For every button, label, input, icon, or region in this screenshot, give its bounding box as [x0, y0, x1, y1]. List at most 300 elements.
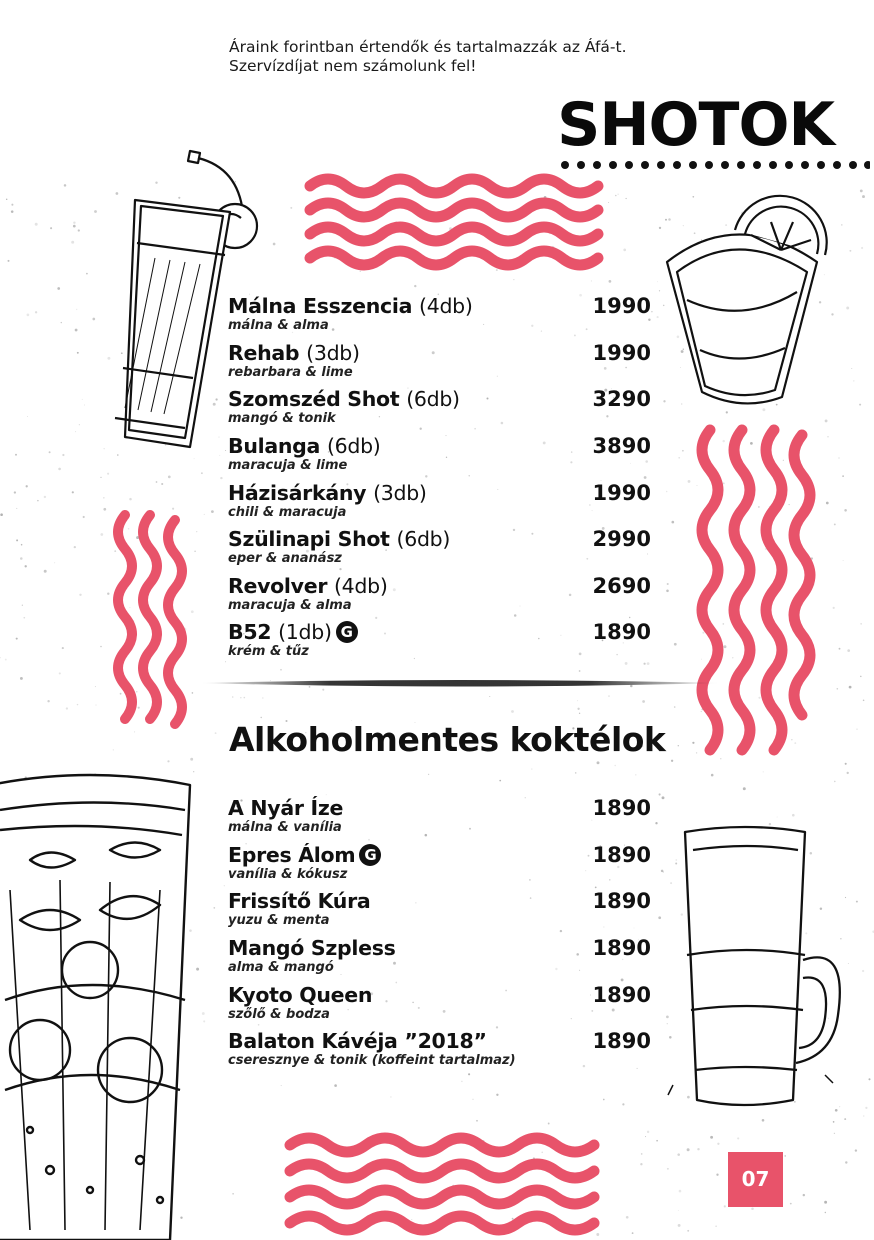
speckle-dot [579, 713, 580, 714]
speckle-dot [161, 483, 163, 485]
speckle-dot [853, 380, 854, 381]
speckle-dot [575, 772, 577, 774]
speckle-dot [659, 793, 661, 795]
speckle-dot [59, 672, 61, 674]
speckle-dot [591, 280, 592, 281]
speckle-dot [678, 745, 679, 746]
speckle-dot [86, 273, 88, 275]
gluten-badge-icon: G [359, 844, 381, 866]
speckle-dot [26, 485, 28, 487]
speckle-dot [844, 509, 847, 512]
speckle-dot [190, 758, 193, 761]
speckle-dot [49, 451, 51, 453]
speckle-dot [667, 1168, 669, 1170]
speckle-dot [845, 897, 846, 898]
item-price: 1990 [592, 481, 651, 505]
speckle-dot [842, 475, 844, 477]
speckle-dot [848, 963, 849, 964]
speckle-dot [428, 774, 429, 775]
speckle-dot [674, 706, 676, 708]
speckle-dot [219, 455, 220, 456]
speckle-dot [838, 457, 839, 458]
item-price: 2690 [592, 574, 651, 598]
speckle-dot [833, 1121, 835, 1123]
speckle-dot [23, 617, 25, 619]
speckle-dot [632, 1232, 634, 1234]
speckle-dot [168, 476, 171, 479]
speckle-dot [204, 514, 205, 515]
speckle-dot [273, 243, 276, 246]
speckle-dot [75, 431, 76, 432]
speckle-dot [211, 510, 214, 513]
item-quantity: (6db) [326, 434, 381, 458]
speckle-dot [844, 1118, 846, 1120]
speckle-dot [84, 404, 85, 405]
speckle-dot [697, 1148, 699, 1150]
item-price: 3290 [592, 387, 651, 411]
speckle-dot [656, 1140, 658, 1142]
item-description: krém & tűz [228, 644, 309, 659]
speckle-dot [863, 1116, 864, 1117]
speckle-dot [201, 472, 203, 474]
item-name: A Nyár Íze [228, 796, 344, 820]
speckle-dot [641, 1153, 643, 1155]
menu-item [228, 527, 653, 571]
item-quantity: (3db) [373, 481, 427, 505]
speckle-dot [865, 1107, 867, 1109]
speckle-dot [496, 1094, 498, 1096]
speckle-dot [73, 225, 76, 228]
speckle-dot [16, 539, 18, 541]
speckle-dot [100, 477, 101, 478]
speckle-dot [834, 523, 836, 525]
wave-decoration-bottom [285, 1135, 610, 1235]
menu-item [228, 843, 653, 887]
item-description: szőlő & bodza [228, 1007, 330, 1022]
speckle-dot [58, 468, 61, 471]
speckle-dot [862, 195, 865, 198]
speckle-dot [79, 594, 81, 596]
speckle-dot [20, 677, 23, 680]
speckle-dot [220, 477, 222, 479]
item-name: Epres Álom [228, 843, 356, 867]
item-name-line [228, 387, 653, 411]
speckle-dot [82, 399, 83, 400]
item-quantity: (6db) [406, 387, 460, 411]
wave-decoration-right [690, 425, 810, 765]
item-quantity: (4db) [419, 294, 473, 318]
speckle-dot [577, 700, 578, 701]
menu-item [228, 889, 653, 933]
speckle-dot [577, 708, 579, 710]
page-number: 07 [728, 1152, 783, 1207]
speckle-dot [784, 1155, 786, 1157]
item-price: 2990 [592, 527, 651, 551]
item-name: Balaton Kávéja ”2018” [228, 1029, 487, 1053]
speckle-dot [322, 689, 324, 691]
speckle-dot [104, 448, 105, 449]
speckle-dot [849, 250, 851, 252]
mojito-glass-illustration [0, 770, 205, 1240]
speckle-dot [678, 457, 680, 459]
speckle-dot [167, 760, 169, 762]
item-price: 1890 [592, 843, 651, 867]
wave-decoration-top [305, 178, 610, 273]
price-note [229, 38, 627, 76]
item-description: alma & mangó [228, 960, 334, 975]
speckle-dot [666, 590, 669, 593]
speckle-dot [232, 1193, 234, 1195]
speckle-dot [674, 643, 677, 646]
speckle-dot [77, 352, 79, 354]
speckle-dot [11, 210, 14, 213]
speckle-dot [61, 322, 62, 323]
speckle-dot [79, 424, 80, 425]
speckle-dot [777, 817, 778, 818]
speckle-dot [244, 697, 246, 699]
speckle-dot [640, 1163, 642, 1165]
menu-item [228, 796, 653, 840]
item-name-line [228, 294, 653, 318]
speckle-dot [603, 1099, 605, 1101]
speckle-dot [27, 416, 28, 417]
item-description: chili & maracuja [228, 505, 347, 520]
speckle-dot [47, 700, 49, 702]
item-name: B52 [228, 620, 272, 644]
menu-item [228, 1029, 653, 1073]
speckle-dot [825, 1212, 826, 1213]
speckle-dot [679, 1190, 682, 1193]
item-name: Rehab [228, 341, 300, 365]
speckle-dot [281, 1085, 282, 1086]
shot-glass-lemon-illustration [655, 190, 835, 400]
speckle-dot [763, 771, 764, 772]
item-name: Mangó Szpless [228, 936, 396, 960]
speckle-dot [724, 1205, 726, 1207]
speckle-dot [224, 885, 225, 886]
speckle-dot [790, 1203, 792, 1205]
speckle-dot [0, 657, 1, 659]
speckle-dot [192, 692, 194, 694]
speckle-dot [625, 198, 626, 199]
item-price: 1990 [592, 341, 651, 365]
speckle-dot [22, 605, 23, 606]
speckle-dot [107, 473, 109, 475]
page-title: SHOTOK [557, 90, 834, 160]
speckle-dot [74, 546, 76, 548]
speckle-dot [868, 1078, 870, 1080]
speckle-dot [840, 938, 841, 939]
speckle-dot [57, 287, 60, 290]
speckle-dot [473, 1099, 474, 1100]
item-name: Bulanga [228, 434, 321, 458]
speckle-dot [851, 368, 852, 369]
speckle-dot [72, 491, 74, 493]
speckle-dot [5, 659, 7, 661]
item-name-line [228, 574, 653, 598]
section-divider [200, 678, 720, 688]
speckle-dot [687, 1230, 689, 1232]
item-price: 1990 [592, 294, 651, 318]
menu-item [228, 434, 653, 478]
item-description: málna & alma [228, 318, 329, 333]
speckle-dot [96, 705, 97, 706]
speckle-dot [737, 1137, 739, 1139]
item-quantity: (6db) [396, 527, 451, 551]
item-name: Málna Esszencia [228, 294, 413, 318]
speckle-dot [717, 1143, 719, 1145]
speckle-dot [826, 502, 829, 505]
speckle-dot [678, 1224, 681, 1227]
speckle-dot [642, 700, 645, 703]
speckle-dot [825, 419, 828, 422]
speckle-dot [856, 728, 857, 729]
speckle-dot [71, 241, 74, 244]
speckle-dot [95, 686, 96, 687]
item-quantity: (1db) [278, 620, 332, 644]
speckle-dot [843, 560, 844, 561]
speckle-dot [44, 570, 47, 573]
speckle-dot [645, 1136, 646, 1137]
speckle-dot [847, 772, 849, 774]
speckle-dot [213, 907, 215, 909]
speckle-dot [671, 521, 674, 524]
speckle-dot [597, 761, 600, 764]
speckle-dot [687, 1148, 690, 1151]
speckle-dot [215, 732, 217, 734]
menu-item [228, 983, 653, 1027]
speckle-dot [847, 649, 850, 652]
speckle-dot [16, 508, 17, 509]
speckle-dot [54, 562, 55, 563]
speckle-dot [623, 249, 626, 252]
speckle-dot [860, 190, 863, 193]
item-name: Kyoto Queen [228, 983, 373, 1007]
speckle-dot [837, 688, 839, 690]
speckle-dot [62, 647, 64, 649]
speckle-dot [489, 696, 490, 697]
speckle-dot [859, 404, 861, 406]
speckle-dot [511, 710, 514, 713]
price-note-line-1: Áraink forintban értendők és tartalmazzák az Áfá-t. [229, 38, 627, 56]
speckle-dot [776, 404, 778, 406]
menu-item [228, 936, 653, 980]
speckle-dot [711, 774, 714, 777]
speckle-dot [232, 696, 233, 697]
item-name: Szülinapi Shot [228, 527, 390, 551]
gluten-badge-icon: G [336, 621, 358, 643]
speckle-dot [614, 765, 616, 767]
speckle-dot [860, 623, 861, 624]
speckle-dot [103, 497, 104, 498]
dotted-underline [560, 160, 870, 172]
speckle-dot [35, 223, 38, 226]
item-name-line [228, 620, 653, 644]
item-price: 1890 [592, 620, 651, 644]
speckle-dot [37, 500, 39, 502]
speckle-dot [715, 1225, 717, 1227]
item-name-line [228, 843, 653, 867]
item-description: yuzu & menta [228, 913, 330, 928]
speckle-dot [0, 513, 3, 516]
speckle-dot [7, 260, 9, 262]
speckle-dot [762, 408, 765, 411]
speckle-dot [671, 760, 673, 762]
speckle-dot [548, 1123, 550, 1125]
menu-item [228, 387, 653, 431]
speckle-dot [863, 700, 865, 702]
speckle-dot [834, 1133, 835, 1134]
speckle-dot [682, 450, 684, 452]
speckle-dot [716, 1174, 718, 1176]
speckle-dot [75, 329, 78, 332]
speckle-dot [726, 411, 728, 413]
speckle-dot [710, 1136, 713, 1139]
price-note-line-2: Szervízdíjat nem számolunk fel! [229, 57, 477, 75]
item-name: Házisárkány [228, 481, 367, 505]
speckle-dot [14, 491, 16, 493]
speckle-dot [678, 1210, 679, 1211]
speckle-dot [839, 648, 841, 650]
item-quantity: (3db) [306, 341, 360, 365]
speckle-dot [191, 610, 194, 613]
speckle-dot [25, 565, 27, 567]
item-name-line [228, 527, 653, 551]
item-description: málna & vanília [228, 820, 342, 835]
item-description: maracuja & alma [228, 598, 352, 613]
item-price: 1890 [592, 936, 651, 960]
speckle-dot [622, 1103, 624, 1105]
speckle-dot [849, 686, 852, 689]
speckle-dot [35, 311, 37, 313]
speckle-dot [20, 557, 23, 560]
item-name: Revolver [228, 574, 328, 598]
speckle-dot [827, 436, 828, 437]
speckle-dot [260, 717, 261, 718]
speckle-dot [225, 450, 226, 451]
speckle-dot [824, 1201, 827, 1204]
speckle-dot [78, 229, 80, 231]
speckle-dot [66, 707, 68, 709]
speckle-dot [73, 221, 75, 223]
item-name-line [228, 434, 653, 458]
speckle-dot [531, 768, 533, 770]
speckle-dot [662, 796, 665, 799]
speckle-dot [677, 1153, 680, 1156]
item-description: mangó & tonik [228, 411, 336, 426]
speckle-dot [225, 661, 226, 662]
speckle-dot [129, 498, 132, 501]
item-quantity: (4db) [333, 574, 388, 598]
item-price: 3890 [592, 434, 651, 458]
speckle-dot [21, 544, 23, 546]
item-description: maracuja & lime [228, 458, 348, 473]
speckle-dot [262, 698, 263, 699]
menu-item [228, 574, 653, 618]
speckle-dot [6, 199, 7, 200]
item-price: 1890 [592, 796, 651, 820]
item-name-line [228, 481, 653, 505]
speckle-dot [841, 224, 843, 226]
speckle-dot [77, 704, 78, 705]
item-description: vanília & kókusz [228, 867, 348, 882]
speckle-dot [833, 607, 835, 609]
speckle-dot [64, 184, 67, 187]
item-description: eper & ananász [228, 551, 342, 566]
speckle-dot [845, 1161, 847, 1163]
speckle-dot [762, 1119, 765, 1122]
speckle-dot [50, 227, 52, 229]
speckle-dot [862, 970, 864, 972]
speckle-dot [845, 763, 847, 765]
speckle-dot [855, 1149, 857, 1151]
speckle-dot [856, 901, 858, 903]
speckle-dot [290, 207, 292, 209]
speckle-dot [27, 314, 30, 317]
speckle-dot [62, 454, 64, 456]
speckle-dot [390, 1096, 391, 1097]
mocktails-section-title: Alkoholmentes koktélok [229, 720, 666, 759]
speckle-dot [461, 1081, 463, 1083]
speckle-dot [16, 638, 18, 640]
speckle-dot [666, 491, 668, 493]
speckle-dot [792, 814, 795, 817]
speckle-dot [194, 458, 195, 459]
speckle-dot [803, 1194, 805, 1196]
speckle-dot [834, 781, 836, 783]
item-price: 1890 [592, 983, 651, 1007]
speckle-dot [513, 279, 514, 280]
wave-decoration-left [100, 510, 190, 735]
item-description: cseresznye & tonik (koffeint tartalmaz) [228, 1053, 516, 1068]
speckle-dot [667, 583, 669, 585]
speckle-dot [280, 669, 282, 671]
speckle-dot [846, 307, 849, 310]
speckle-dot [156, 481, 158, 483]
speckle-dot [11, 204, 13, 206]
speckle-dot [743, 787, 746, 790]
menu-item [228, 341, 653, 385]
speckle-dot [196, 531, 197, 532]
item-description: rebarbara & lime [228, 365, 353, 380]
speckle-dot [240, 697, 241, 698]
speckle-dot [860, 676, 862, 678]
speckle-dot [76, 309, 77, 310]
speckle-dot [499, 780, 501, 782]
speckle-dot [579, 670, 581, 672]
speckle-dot [647, 1131, 649, 1133]
menu-item [228, 481, 653, 525]
speckle-dot [334, 1084, 337, 1087]
speckle-dot [117, 454, 119, 456]
speckle-dot [635, 774, 636, 775]
item-price: 1890 [592, 1029, 651, 1053]
speckle-dot [83, 516, 85, 518]
speckle-dot [608, 696, 609, 697]
item-name: Szomszéd Shot [228, 387, 400, 411]
speckle-dot [681, 404, 682, 405]
menu-item [228, 294, 653, 338]
speckle-dot [44, 496, 46, 498]
menu-item [228, 620, 653, 664]
speckle-dot [194, 550, 196, 552]
speckle-dot [609, 280, 612, 283]
speckle-dot [15, 454, 17, 456]
speckle-dot [618, 194, 619, 195]
speckle-dot [663, 400, 665, 402]
speckle-dot [861, 247, 863, 249]
beer-mug-illustration [655, 820, 840, 1110]
